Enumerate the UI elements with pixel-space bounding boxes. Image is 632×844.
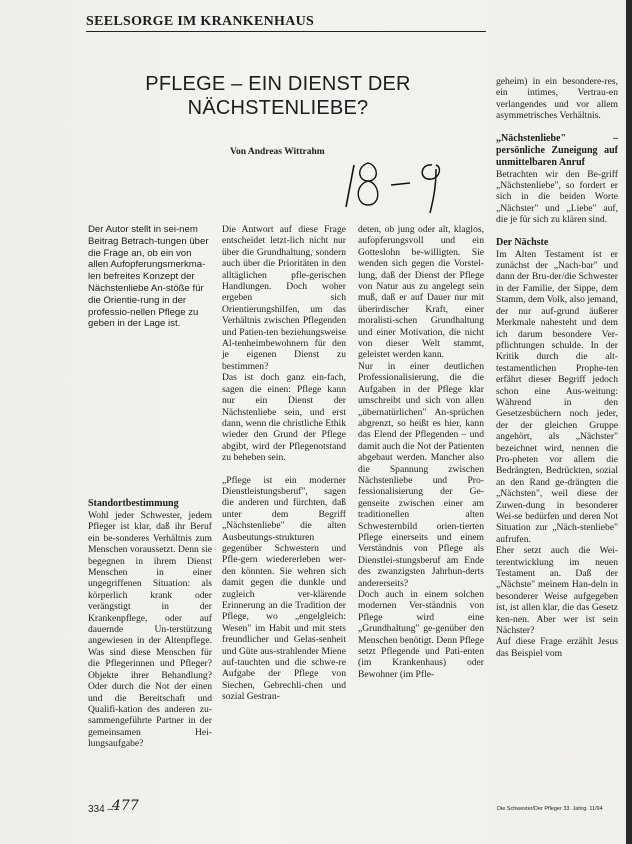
byline: Von Andreas Wittrahm bbox=[230, 147, 325, 157]
subhead-naechstenliebe: „Nächstenliebe" – persönliche Zuneigung auf unmittelbaren Anruf bbox=[496, 132, 618, 168]
column-3-paragraph-2: Nur in einer deutlichen Professionalisierung, die die Aufgaben in der Pflege klar umschreibt und sich von allen „übernatürlichen" An-sprüchen abgrenzt, so heißt es hier, kann das Elend der Pflegenden – und damit auch die Not der Patienten abgebaut werden. Mancher also die Spannung zwischen Nächstenliebe und Pro-fessionalisierung der Ge-genseite zwischen einer am traditionellen alten Schwesternbild orien-tierten Pflege einerseits und einem Verständnis von Pflege als Dienstlei-stungsberuf am Ende des zwanzigsten Jahrhun-derts andererseits? bbox=[358, 360, 485, 589]
handwritten-page-number: 477 bbox=[112, 798, 139, 814]
column-3-paragraph-1: deten, ob jung oder alt, klaglos, aufopferungsvoll und ein Gotteslohn be-willigten. Sie wenden sich gegen die Vorstel-lung, daß der Dienst der Pflege von Natur aus zu angelegt sein muß, daß er auf Dauer nur mit überirdischer Kraft, einer moralisti-schen Grundhaltung und einer Motivation, die nicht von dieser Welt stammt, geleistet werden kann. bbox=[358, 224, 484, 361]
headline-line-2: NÄCHSTENLIEBE? bbox=[187, 97, 369, 119]
column-4 bbox=[496, 76, 618, 659]
column-4-paragraph-2: Betrachten wir den Be-griff „Nächstenliebe", so fordert er sich in die beiden Worte „Nächster" und „Liebe" auf, die je für sich zu klären sind. bbox=[496, 168, 618, 226]
handwritten-annotation bbox=[336, 155, 456, 215]
paragraph-gap bbox=[496, 226, 618, 237]
column-2-paragraph-2: Das ist doch ganz ein-fach, sagen die einen: Pflege kann nur ein Dienst der Nächstenliebe sein, und erst dann, wenn die christliche Ethik wieder den Grund der Pflege abgibt, wird der Pflegenotstand zu beheben sein. bbox=[222, 372, 346, 464]
section-rule bbox=[86, 31, 486, 32]
page-edge-shadow bbox=[626, 0, 632, 844]
column-2-paragraph-3: „Pflege ist ein moderner Dienstleistungsberuf", sagen die anderen und fürchten, daß unter dem Begriff „Nächstenliebe" die alten Ausbeutungs-strukturen gegenüber Schwestern und Pfle-gern wiedererleben wer-den könnten. Sie wehren sich damit gegen die dunkle und zugleich ver-klärende Erinnerung an die Tradition der Pflege, wo „engelgleich: Wesen" im Habit und mit stets freundlicher und Gelas-senheit und Güte aus-strahlender Miene auf-tauchten und die schwe-re Aufgabe der Pflege von Siechen, Gebrechli-chen und sozial Gestran- bbox=[222, 474, 346, 703]
article-headline bbox=[86, 72, 470, 120]
column-3-paragraph-3: Doch auch in einem solchen modernen Ver-ständnis von Pflege wird eine „Grundhaltung" ge-genüber den Menschen benötigt. Denn Pflege setzt Pflegende und Pati-enten (im Krankenhaus) oder Bewohner (im Pfle- bbox=[358, 589, 484, 680]
column-4-paragraph-3: Im Alten Testament ist er zunächst der „Nach-bar" und dann der Bru-der/die Schwester in der Familie, der Sippe, dem Stamm, dem Volk, also jemand, der nur auf-grund äußerer Merkmale nahesteht und dem ich darum besondere Ver-pflichtungen schulde. In der Kritik durch die alt-testamentlichen Prophe-ten erfährt dieser Begriff jedoch schon eine Aus-weitung: Während in den Gesetzesbüchern noch jeder, der der gleichen Gruppe angehört, als „Nächster" bezeichnet wird, nennen die Pro-pheten vor allem die Bedrängten, Bedrückten, sozial an den Rand ge-drängten die „Nächsten", weil diese der Zuwen-dung in besonderer Wei-se bedürfen und deren Not Situation zur „Näch-stenliebe" aufrufen. bbox=[496, 248, 618, 545]
source-line: Die Schwester/Der Pfleger 33. Jahrg. 11/94 bbox=[497, 806, 603, 812]
paragraph-gap bbox=[222, 464, 346, 475]
subhead-standortbestimmung: Standortbestimmung bbox=[88, 498, 179, 509]
lead-paragraph: Der Autor stellt in sei-nem Beitrag Betrach-tungen über die Frage an, ob ein von allen Aufopferungsmerkma-len befreites Konzept der Nächstenliebe An-stöße für die Orientie-rung in der professio-nellen Pflege zu geben in der Lage ist. bbox=[88, 224, 209, 330]
subhead-der-naechste: Der Nächste bbox=[496, 236, 549, 248]
column-2 bbox=[222, 224, 346, 703]
column-2-paragraph-1: Die Antwort auf diese Frage entscheidet letzt-lich nicht nur über die Grundhaltung, sondern auch über die Prioritäten in den alltäglichen pfle-gerischen Handlungen. Doch woher ergeben sich Orientierungshilfen, um das Verhältnis zwischen Pflegenden und Patien-ten beziehungsweise Al-tenheimbewohnern für den je eigenen Dienst zu bestimmen? bbox=[222, 224, 346, 372]
column-4-paragraph-4: Eher setzt auch die Wei-terentwicklung im neuen Testament an. Daß der „Nächste" meinem Han-deln in besonderer Weise aufgegeben ist, ist allen klar, die das Gesetz ken-nen. Aber wer ist sein Nächster? bbox=[496, 545, 618, 637]
headline-line-1: PFLEGE – EIN DIENST DER bbox=[145, 73, 411, 95]
section-label: SEELSORGE IM KRANKENHAUS bbox=[86, 14, 315, 29]
column-1 bbox=[88, 498, 212, 750]
column-4-paragraph-1: geheim) in ein besondere-res, ein intimes, Vertrau-en verlangendes und vor allem asymmetrisches Verhältnis. bbox=[496, 76, 618, 122]
column-3 bbox=[358, 224, 484, 680]
column-4-paragraph-5: Auf diese Frage erzählt Jesus das Beispiel vom bbox=[496, 636, 618, 659]
page-number: 334 – bbox=[88, 804, 114, 815]
column-1-text: Wohl jeder Schwester, jedem Pfleger ist klar, daß ihr Beruf ein be-sonderes Verhältnis zum Menschen voraussetzt. Denn sie begegnen in ihrem Dienst Menschen in einer ungegriffenen Situation: als körperlich krank oder verängstigt in der Krankenpflege, oder auf dauernde Un-terstützung angewiesen in der Altenpflege. Was sind diese Menschen für die Pflegerinnen und Pfleger? Objekte ihrer Behandlung? Oder durch die Not der einen und die Bereitschaft und Qualifi-kation des anderen zu-sammengeführte Partner in der gemeinsamen Hei-lungsaufgabe? bbox=[88, 510, 212, 750]
paragraph-gap bbox=[496, 122, 618, 133]
